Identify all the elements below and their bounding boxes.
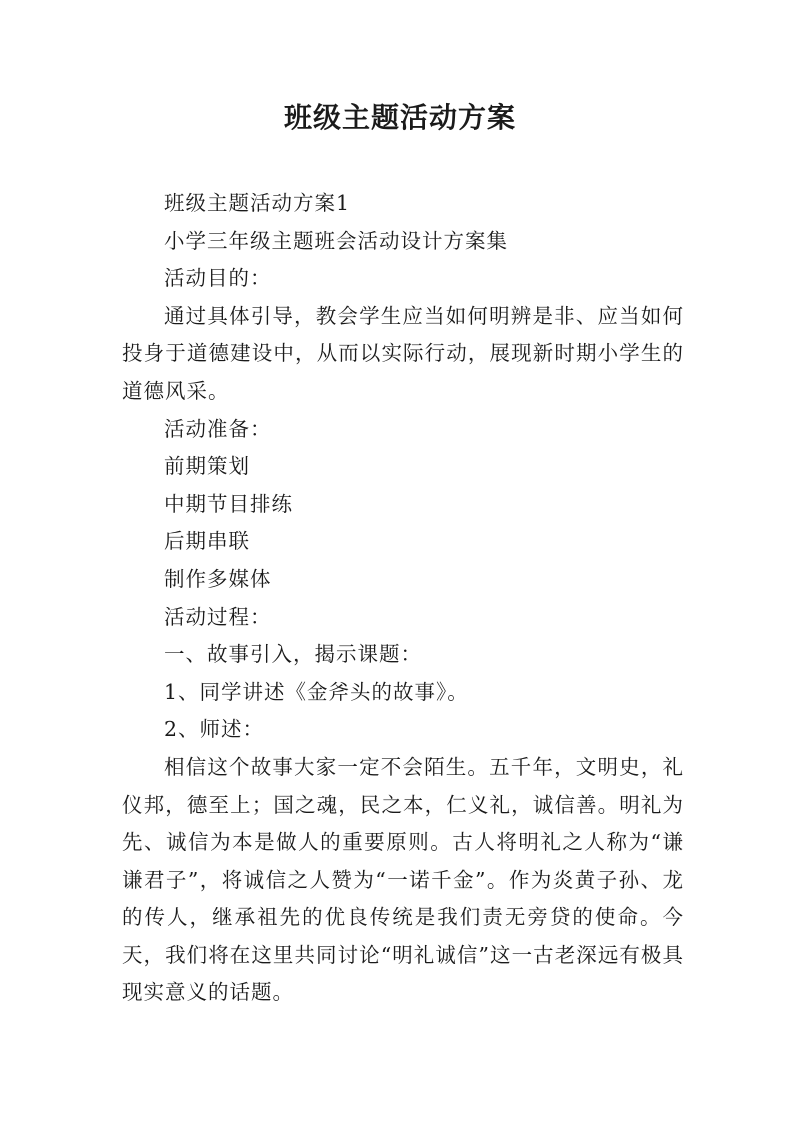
preparation-item: 制作多媒体 [164,566,272,591]
process-heading: 活动过程： [164,604,272,629]
process-step-item: 2、师述： [164,717,265,742]
process-step-heading: 一、故事引入，揭示课题： [164,642,422,667]
preparation-item: 中期节目排练 [164,491,293,516]
document-title: 班级主题活动方案 [283,101,516,134]
subtitle-paragraph: 小学三年级主题班会活动设计方案集 [164,228,508,253]
preparation-heading: 活动准备： [164,416,272,441]
preparation-item: 后期串联 [164,529,250,554]
goal-paragraph: 通过具体引导，教会学生应当如何明辨是非、应当如何投身于道德建设中，从而以实际行动，展现新时期小学生的道德风采。 [122,303,684,403]
preparation-item: 前期策划 [164,454,250,479]
process-step-item: 1、同学讲述《金斧头的故事》。 [164,679,469,704]
document-body [122,185,684,1012]
narration-paragraph: 相信这个故事大家一定不会陌生。五千年，文明史，礼仪邦，德至上；国之魂，民之本，仁义礼，诚信善。明礼为先、诚信为本是做人的重要原则。古人将明礼之人称为“谦谦君子”，将诚信之人赞为“一诺千金”。作为炎黄子孙、龙的传人，继承祖先的优良传统是我们责无旁贷的使命。今天，我们将在这里共同讨论“明礼诚信”这一古老深远有极具现实意义的话题。 [122,754,684,1005]
section-heading: 班级主题活动方案1 [164,191,351,215]
goal-heading: 活动目的： [164,266,272,291]
